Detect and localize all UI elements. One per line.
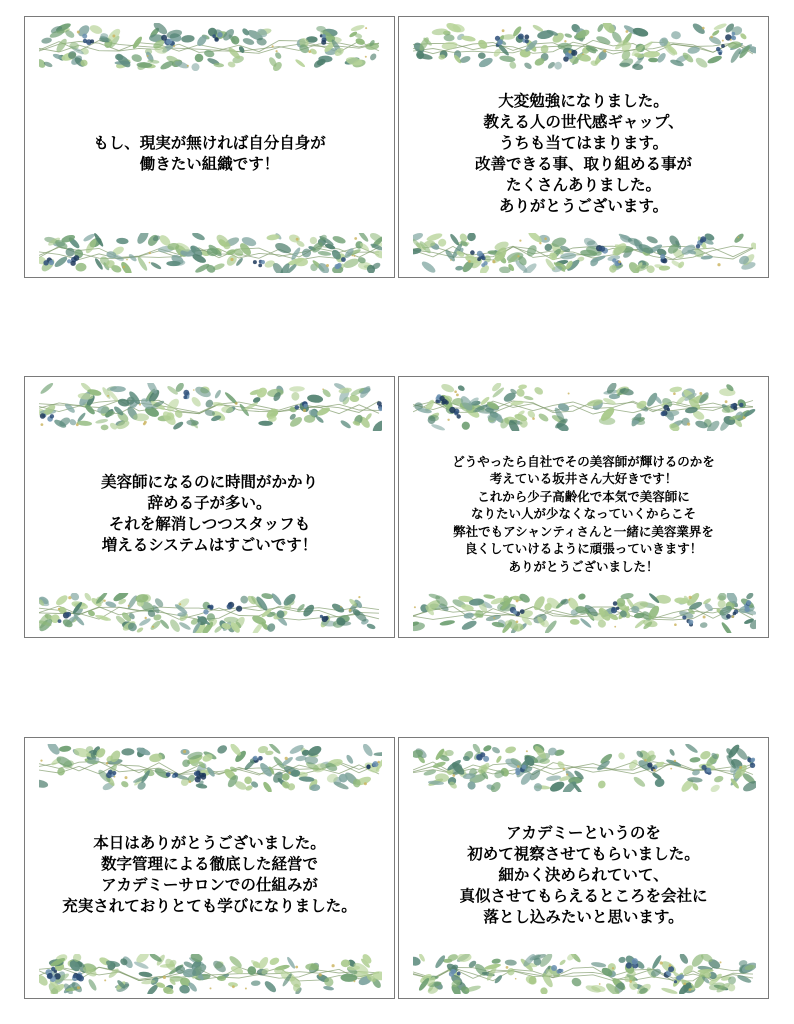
eucalyptus-garland-icon	[413, 233, 756, 273]
eucalyptus-garland-icon	[413, 593, 756, 633]
eucalyptus-garland-icon	[413, 954, 756, 994]
card-message	[35, 77, 384, 231]
card-message-text: 美容師になるのに時間がかかり 辞める子が多い。 それを解消しつつスタッフも 増えるシステムはすごいです！	[100, 473, 318, 554]
eucalyptus-garland-icon	[39, 233, 382, 273]
card-message-text: もし、現実が無ければ自分自身が 働きたい組織です！	[93, 134, 326, 173]
eucalyptus-garland-icon	[413, 744, 756, 792]
card-message	[409, 437, 758, 591]
card-message-text: アカデミーというのを 初めて視察させてもらいました。 細かく決められていて、 真似させてもらえるところを会社に 落とし込みたいと思います。	[459, 823, 708, 926]
eucalyptus-garland-icon	[39, 954, 382, 994]
card-message-text: 大変勉強になりました。 教える人の世代感ギャップ、 うちも当てはまります。 改善できる事、取り組める事が たくさんありました。 ありがとうございます。	[474, 92, 692, 215]
card-message	[409, 798, 758, 952]
card-message-text: どうやったら自社でその美容師が輝けるのかを 考えている坂井さん大好きです！ これから少子高齢化で本気で美容師に なりたい人が少なくなっていくからこそ 弊社でもアシャンティさんと一緒に美容業界を 良くしていけるように頑張っていきます！ ありがとうございました！	[452, 453, 715, 574]
card-message-text: 本日はありがとうございました。 数字管理による徹底した経営で アカデミーサロンでの仕組みが 充実されておりとても学びになりました。	[62, 834, 357, 915]
card-message	[35, 798, 384, 952]
eucalyptus-garland-icon	[413, 23, 756, 71]
eucalyptus-garland-icon	[39, 23, 382, 71]
message-card-1	[24, 16, 395, 278]
message-card-4	[398, 376, 769, 638]
message-card-3	[24, 376, 395, 638]
card-message	[35, 437, 384, 591]
eucalyptus-garland-icon	[39, 383, 382, 431]
message-card-6	[398, 737, 769, 999]
eucalyptus-garland-icon	[413, 383, 756, 431]
eucalyptus-garland-icon	[39, 593, 382, 633]
card-message	[409, 77, 758, 231]
eucalyptus-garland-icon	[39, 744, 382, 792]
message-card-5	[24, 737, 395, 999]
message-card-2	[398, 16, 769, 278]
